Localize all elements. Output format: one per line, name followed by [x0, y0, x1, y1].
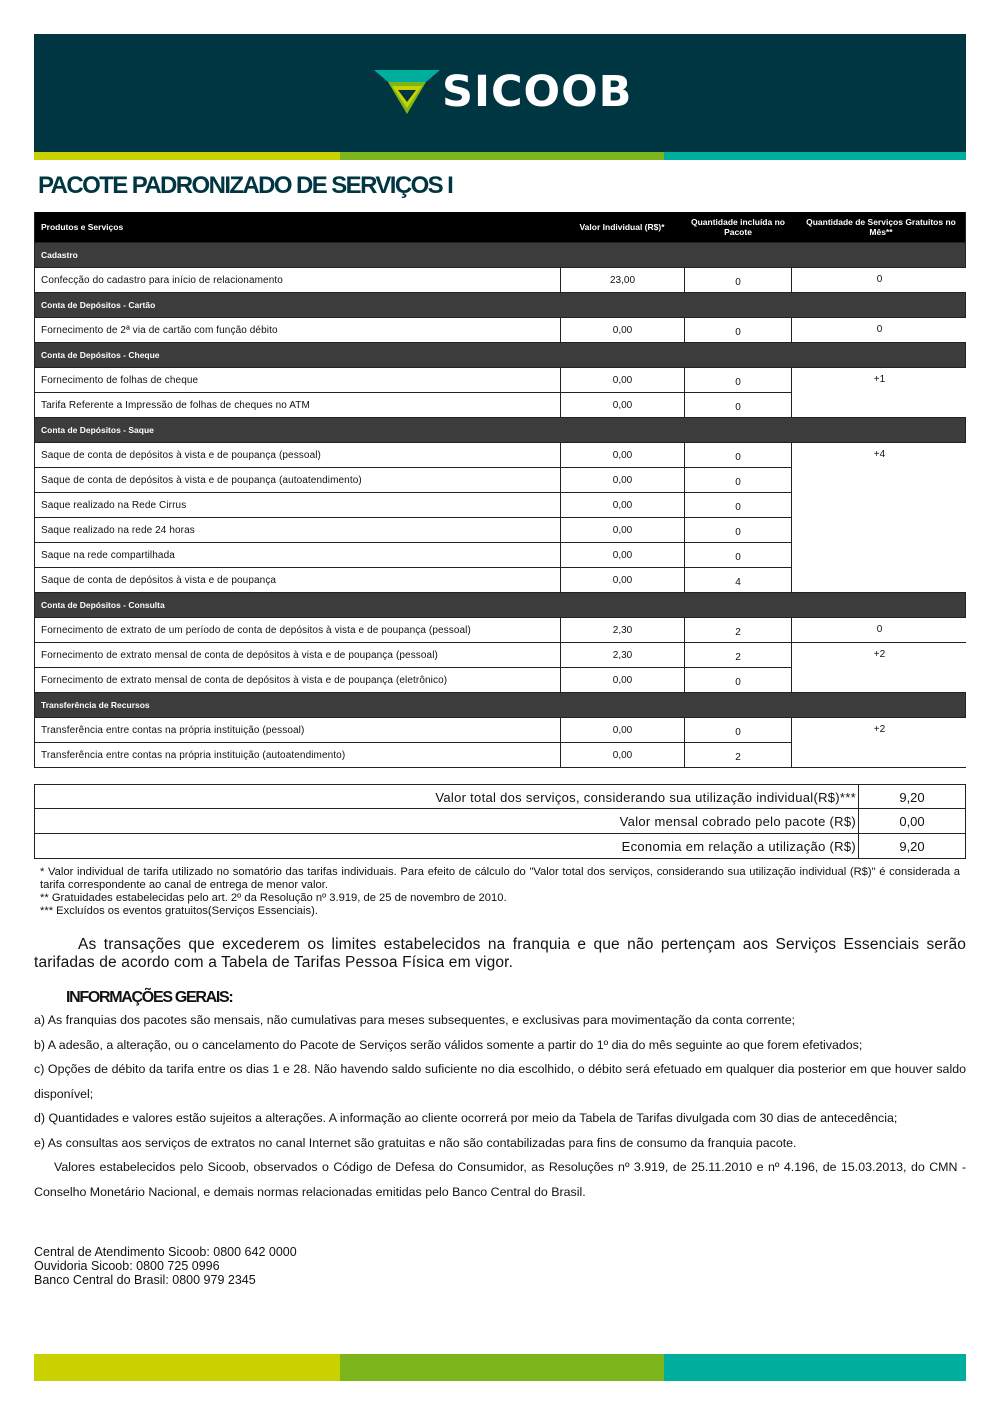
total-label: Valor mensal cobrado pelo pacote (R$)	[619, 813, 856, 829]
contact-line: Banco Central do Brasil: 0800 979 2345	[34, 1273, 256, 1287]
color-stripe-top	[34, 152, 966, 160]
included-qty: 0	[685, 468, 792, 492]
individual-value: 2,30	[561, 643, 685, 667]
table-row	[35, 442, 965, 467]
included-qty: 0	[685, 493, 792, 517]
section-header: Conta de Depósitos - Consulta	[35, 592, 965, 617]
tariff-table	[34, 212, 966, 768]
service-name: Saque na rede compartilhada	[35, 543, 561, 567]
sicoob-logo-icon	[374, 68, 440, 116]
info-item: b) A adesão, a alteração, ou o cancelamento do Pacote de Serviços serão válidos somente a partir do 1º dia do mês seguinte ao que forem efetivados;	[34, 1037, 863, 1052]
contact-line: Central de Atendimento Sicoob: 0800 642 0000	[34, 1245, 297, 1259]
included-qty: 2	[685, 618, 792, 642]
total-value: 9,20	[858, 785, 965, 809]
free-qty: 0	[792, 618, 967, 642]
individual-value: 0,00	[561, 443, 685, 467]
included-qty: 0	[685, 368, 792, 392]
service-name: Saque realizado na Rede Cirrus	[35, 493, 561, 517]
included-qty: 2	[685, 743, 792, 767]
table-row	[35, 642, 965, 667]
individual-value: 0,00	[561, 393, 685, 417]
individual-value: 0,00	[561, 743, 685, 767]
service-name: Saque de conta de depósitos à vista e de poupança (autoatendimento)	[35, 468, 561, 492]
individual-value: 0,00	[561, 468, 685, 492]
included-qty: 0	[685, 668, 792, 692]
free-qty: +4	[792, 443, 967, 592]
general-info	[34, 1008, 966, 1204]
individual-value: 0,00	[561, 718, 685, 742]
table-row	[35, 367, 965, 392]
total-label: Economia em relação a utilização (R$)	[621, 838, 856, 854]
footnotes	[40, 866, 960, 918]
footnote: *** Excluídos os eventos gratuitos(Serviços Essenciais).	[40, 905, 318, 917]
service-name: Saque de conta de depósitos à vista e de poupança (pessoal)	[35, 443, 561, 467]
color-stripe-bottom	[34, 1354, 966, 1381]
footnote: * Valor individual de tarifa utilizado no somatório das tarifas individuais. Para efeito de cálculo do "Valor total dos serviços, considerando sua utilização individual (R$)" é considerada a tarifa correspondente ao canal de entrega de menor valor.	[40, 866, 960, 891]
table-row	[35, 717, 965, 742]
table-row	[35, 267, 965, 292]
totals-table	[34, 784, 966, 859]
individual-value: 0,00	[561, 518, 685, 542]
info-item: e) As consultas aos serviços de extratos no canal Internet são gratuitas e não são contabilizadas para fins de consumo da franquia pacote.	[34, 1135, 797, 1150]
header-free-qty: Quantidade de Serviços Gratuitos no Mês**	[806, 217, 956, 237]
info-item: a) As franquias dos pacotes são mensais, não cumulativas para meses subsequentes, e exclusivas para movimentação da conta corrente;	[34, 1013, 796, 1027]
free-qty: +1	[792, 368, 967, 417]
sicoob-logo	[374, 64, 634, 120]
table-row	[35, 617, 965, 642]
section-header: Conta de Depósitos - Cheque	[35, 342, 965, 367]
individual-value: 0,00	[561, 568, 685, 592]
service-name: Fornecimento de extrato de um período de conta de depósitos à vista e de poupança (pessoal)	[35, 618, 561, 642]
service-name: Tarifa Referente a Impressão de folhas de cheques no ATM	[35, 393, 561, 417]
individual-value: 2,30	[561, 618, 685, 642]
page-title: PACOTE PADRONIZADO DE SERVIÇOS I	[38, 172, 453, 199]
service-name: Saque de conta de depósitos à vista e de poupança	[35, 568, 561, 592]
general-info-title: INFORMAÇÕES GERAIS:	[66, 989, 233, 1006]
service-name: Transferência entre contas na própria instituição (pessoal)	[35, 718, 561, 742]
total-value: 9,20	[858, 834, 965, 858]
free-qty: +2	[792, 643, 967, 692]
individual-value: 0,00	[561, 668, 685, 692]
service-name: Saque realizado na rede 24 horas	[35, 518, 561, 542]
header-services: Produtos e Serviços	[41, 222, 124, 232]
section-header: Transferência de Recursos	[35, 692, 965, 717]
total-label: Valor total dos serviços, considerando sua utilização individual(R$)***	[435, 789, 856, 805]
total-value: 0,00	[858, 809, 965, 833]
info-item: c) Opções de débito da tarifa entre os dias 1 e 28. Não havendo saldo suficiente no dia escolhido, o débito será efetuado em qualquer dia posterior em que houver saldo disponível;	[34, 1062, 966, 1101]
section-header: Conta de Depósitos - Saque	[35, 417, 965, 442]
included-qty: 0	[685, 268, 792, 292]
included-qty: 2	[685, 643, 792, 667]
brand-name: SICOOB	[442, 67, 633, 117]
total-row	[34, 834, 966, 859]
table-row	[35, 317, 965, 342]
header-banner	[34, 34, 966, 152]
free-qty: 0	[792, 318, 967, 342]
info-item: d) Quantidades e valores estão sujeitos a alterações. A informação ao cliente ocorrerá por meio da Tabela de Tarifas divulgada com 30 dias de antecedência;	[34, 1111, 898, 1125]
footnote: ** Gratuidades estabelecidas pelo art. 2º da Resolução nº 3.919, de 25 de novembro de 2010.	[40, 892, 507, 904]
included-qty: 0	[685, 318, 792, 342]
included-qty: 0	[685, 518, 792, 542]
included-qty: 4	[685, 568, 792, 592]
section-header: Cadastro	[35, 242, 965, 267]
contact-line: Ouvidoria Sicoob: 0800 725 0996	[34, 1259, 220, 1273]
info-closing: Valores estabelecidos pelo Sicoob, observados o Código de Defesa do Consumidor, as Resoluções nº 3.919, de 25.11.2010 e nº 4.196, de 15.03.2013, do CMN - Conselho Monetário Nacional, e demais normas relacionadas emitidas pelo Banco Central do Brasil.	[34, 1160, 966, 1199]
service-name: Fornecimento de 2ª via de cartão com função débito	[35, 318, 561, 342]
total-row	[34, 784, 966, 809]
service-name: Fornecimento de folhas de cheque	[35, 368, 561, 392]
section-header: Conta de Depósitos - Cartão	[35, 292, 965, 317]
individual-value: 0,00	[561, 368, 685, 392]
service-name: Fornecimento de extrato mensal de conta de depósitos à vista e de poupança (eletrônico)	[35, 668, 561, 692]
included-qty: 0	[685, 393, 792, 417]
individual-value: 0,00	[561, 318, 685, 342]
individual-value: 0,00	[561, 493, 685, 517]
header-individual-value: Valor Individual (R$)*	[579, 222, 665, 232]
header-included-qty: Quantidade incluída no Pacote	[691, 217, 785, 237]
free-qty: 0	[792, 268, 967, 292]
included-qty: 0	[685, 718, 792, 742]
free-qty: +2	[792, 718, 967, 767]
individual-value: 23,00	[561, 268, 685, 292]
individual-value: 0,00	[561, 543, 685, 567]
included-qty: 0	[685, 443, 792, 467]
table-header	[35, 212, 965, 242]
excess-transactions-statement: As transações que excederem os limites estabelecidos na franquia e que não pertençam aos Serviços Essenciais serão tarifadas de acordo com a Tabela de Tarifas Pessoa Física em vigor.	[34, 936, 966, 971]
service-name: Transferência entre contas na própria instituição (autoatendimento)	[35, 743, 561, 767]
included-qty: 0	[685, 543, 792, 567]
service-name: Fornecimento de extrato mensal de conta de depósitos à vista e de poupança (pessoal)	[35, 643, 561, 667]
contacts	[34, 1245, 297, 1287]
total-row	[34, 809, 966, 834]
service-name: Confecção do cadastro para início de relacionamento	[35, 268, 561, 292]
